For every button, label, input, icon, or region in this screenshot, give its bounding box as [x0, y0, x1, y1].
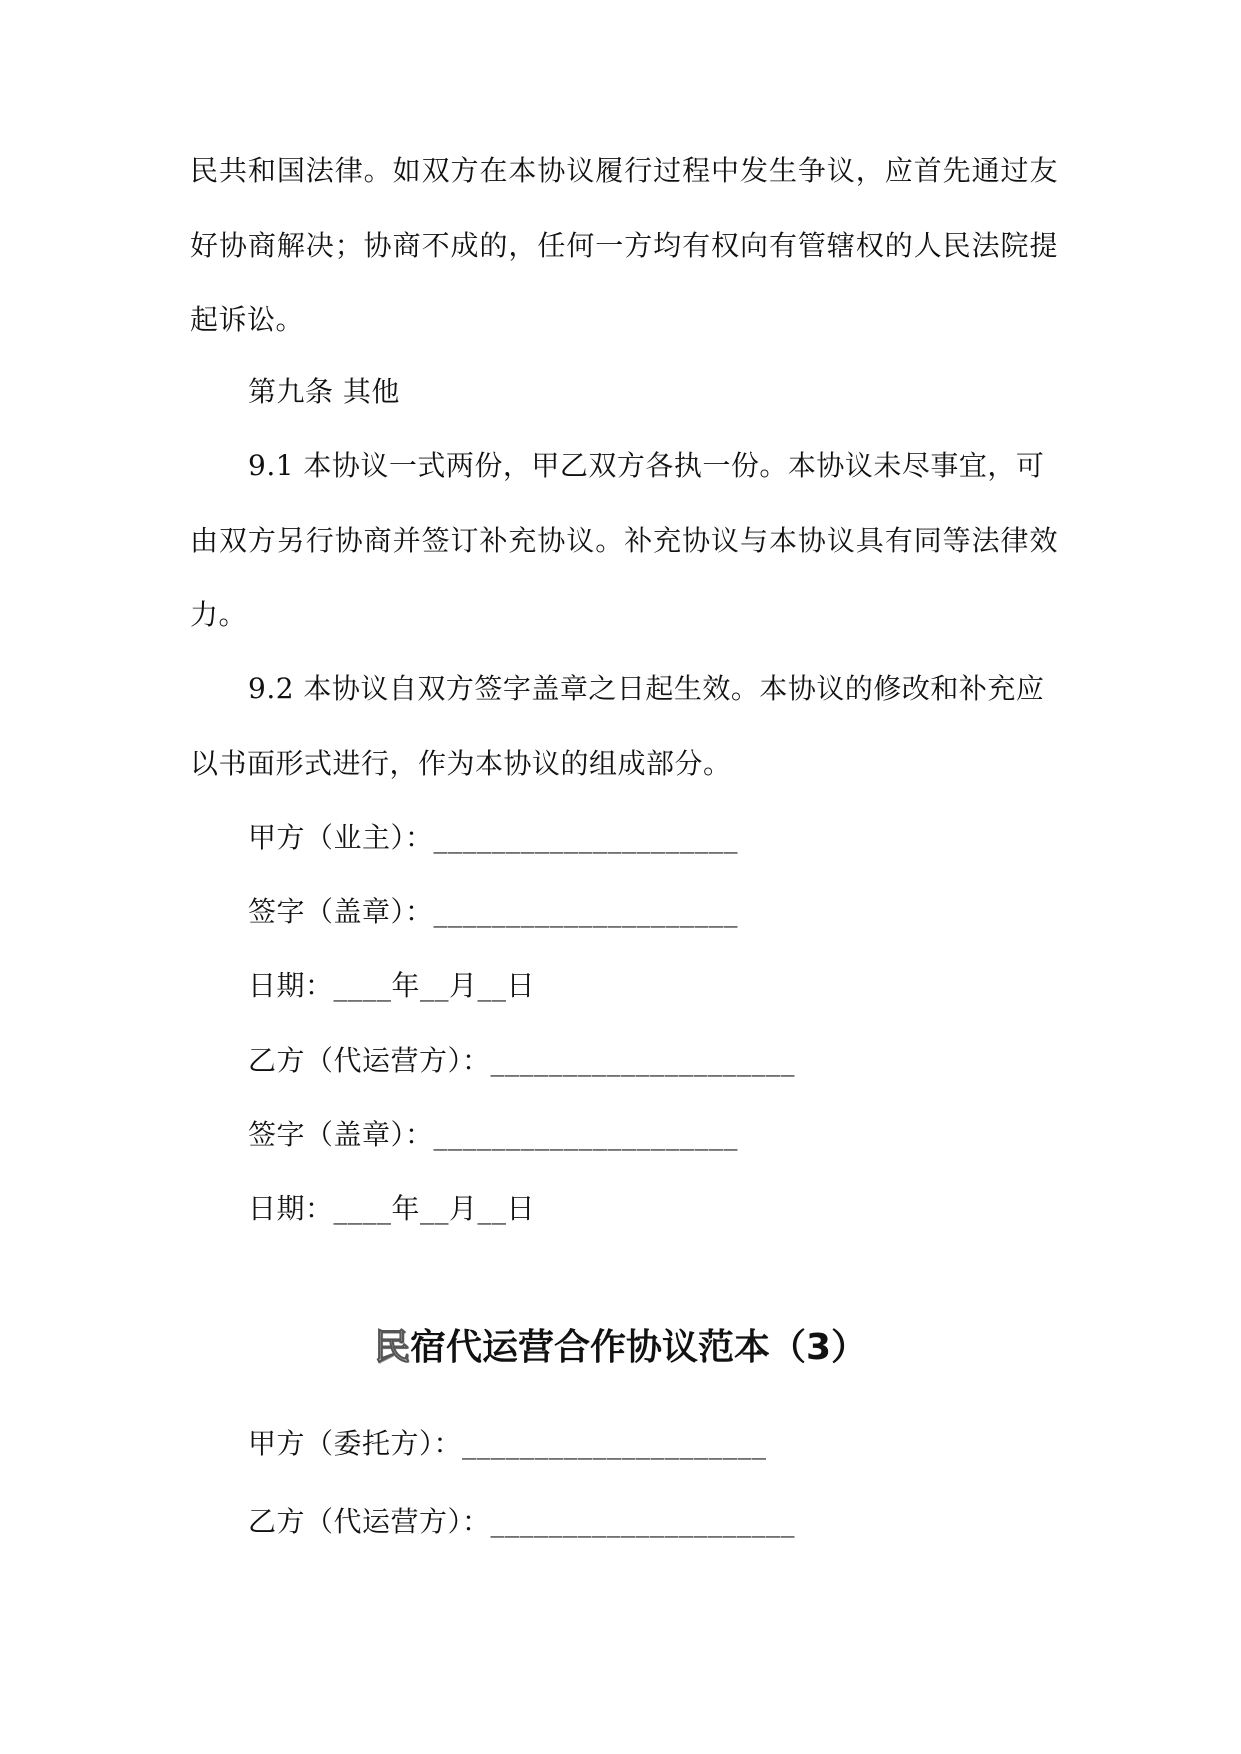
party-a-signature-field: 签字（盖章）：_____________________: [248, 895, 739, 928]
clause-9-1-line: 力。: [190, 598, 248, 631]
party-b-signature-field: 签字（盖章）：_____________________: [248, 1118, 739, 1151]
section-title: [0, 1322, 1241, 1374]
party-b-operator-field-2: 乙方（代运营方）：_____________________: [248, 1505, 796, 1538]
paragraph-line: 起诉讼。: [190, 303, 305, 336]
paragraph-line: 民共和国法律。如双方在本协议履行过程中发生争议，应首先通过友: [190, 154, 1058, 187]
clause-9-2-line: 以书面形式进行，作为本协议的组成部分。: [190, 747, 732, 780]
party-b-operator-field: 乙方（代运营方）：_____________________: [248, 1044, 796, 1077]
paragraph-line: 好协商解决；协商不成的，任何一方均有权向有管辖权的人民法院提: [190, 229, 1058, 262]
party-a-date-field: 日期：____年__月__日: [248, 969, 536, 1002]
party-a-client-field: 甲方（委托方）：_____________________: [248, 1427, 767, 1460]
party-a-owner-field: 甲方（业主）：_____________________: [248, 821, 739, 854]
title-drop-char: 民: [373, 1327, 410, 1368]
title-text: 宿代运营合作协议范本（3）: [409, 1327, 868, 1368]
clause-9-1-line: 9.1 本协议一式两份，甲乙双方各执一份。本协议未尽事宜，可: [248, 449, 1045, 482]
article-heading: 第九条 其他: [248, 375, 400, 408]
clause-9-2-line: 9.2 本协议自双方签字盖章之日起生效。本协议的修改和补充应: [248, 672, 1045, 705]
party-b-date-field: 日期：____年__月__日: [248, 1192, 536, 1225]
clause-9-1-line: 由双方另行协商并签订补充协议。补充协议与本协议具有同等法律效: [190, 524, 1058, 557]
